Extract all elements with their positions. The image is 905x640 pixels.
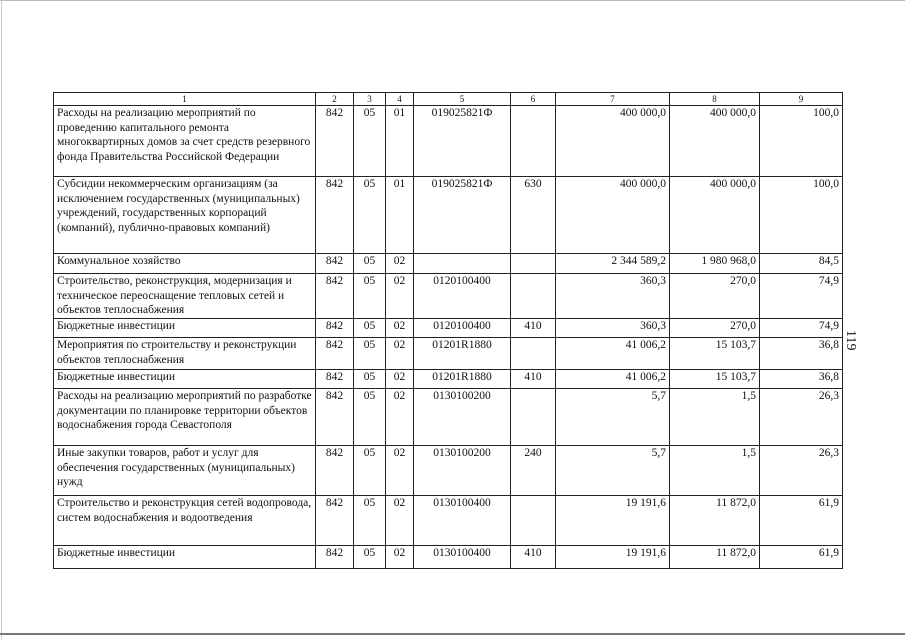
row-planned-amount: 5,7 [556, 389, 670, 446]
row-description: Субсидии некоммерческим организациям (за исключением государственных (муниципальных) учреждений, государственных корпораций (компаний), публично-правовых компаний) [54, 177, 316, 254]
scan-edge-top [0, 0, 905, 1]
row-planned-amount: 400 000,0 [556, 106, 670, 177]
row-actual-amount: 1,5 [670, 389, 760, 446]
row-execution-percent: 26,3 [760, 446, 843, 496]
row-subsection-code: 02 [386, 338, 414, 370]
row-ministry-code: 842 [316, 254, 354, 274]
table-row [54, 319, 843, 338]
row-subsection-code: 02 [386, 446, 414, 496]
row-subsection-code: 02 [386, 254, 414, 274]
column-number: 6 [511, 93, 556, 106]
row-planned-amount: 19 191,6 [556, 546, 670, 569]
table-row [54, 446, 843, 496]
row-actual-amount: 400 000,0 [670, 177, 760, 254]
row-subsection-code: 01 [386, 177, 414, 254]
row-execution-percent: 26,3 [760, 389, 843, 446]
row-description: Бюджетные инвестиции [54, 546, 316, 569]
row-actual-amount: 11 872,0 [670, 496, 760, 546]
row-expense-type [511, 274, 556, 319]
row-planned-amount: 360,3 [556, 319, 670, 338]
column-number: 5 [414, 93, 511, 106]
row-section-code: 05 [354, 446, 386, 496]
row-ministry-code: 842 [316, 274, 354, 319]
row-actual-amount: 11 872,0 [670, 546, 760, 569]
row-subsection-code: 02 [386, 274, 414, 319]
row-section-code: 05 [354, 254, 386, 274]
row-expense-type [511, 496, 556, 546]
row-ministry-code: 842 [316, 389, 354, 446]
row-ministry-code: 842 [316, 319, 354, 338]
row-planned-amount: 19 191,6 [556, 496, 670, 546]
row-execution-percent: 84,5 [760, 254, 843, 274]
row-target-article: 019025821Ф [414, 106, 511, 177]
column-number: 2 [316, 93, 354, 106]
row-description: Бюджетные инвестиции [54, 370, 316, 389]
row-description: Мероприятия по строительству и реконструкции объектов теплоснабжения [54, 338, 316, 370]
column-number: 3 [354, 93, 386, 106]
row-actual-amount: 15 103,7 [670, 338, 760, 370]
row-expense-type [511, 254, 556, 274]
row-target-article: 0130100200 [414, 446, 511, 496]
row-ministry-code: 842 [316, 338, 354, 370]
row-section-code: 05 [354, 389, 386, 446]
column-number: 8 [670, 93, 760, 106]
row-actual-amount: 400 000,0 [670, 106, 760, 177]
row-target-article [414, 254, 511, 274]
row-planned-amount: 400 000,0 [556, 177, 670, 254]
row-execution-percent: 74,9 [760, 274, 843, 319]
column-number: 7 [556, 93, 670, 106]
table-row [54, 274, 843, 319]
row-target-article: 0120100400 [414, 319, 511, 338]
row-subsection-code: 02 [386, 370, 414, 389]
table-row [54, 496, 843, 546]
row-target-article: 0130100200 [414, 389, 511, 446]
row-ministry-code: 842 [316, 546, 354, 569]
row-target-article: 0130100400 [414, 496, 511, 546]
column-number: 1 [54, 93, 316, 106]
row-description: Бюджетные инвестиции [54, 319, 316, 338]
row-subsection-code: 02 [386, 546, 414, 569]
row-planned-amount: 41 006,2 [556, 338, 670, 370]
budget-table [53, 92, 843, 569]
table-row [54, 338, 843, 370]
row-section-code: 05 [354, 338, 386, 370]
page-number: 119 [843, 330, 858, 351]
row-section-code: 05 [354, 370, 386, 389]
row-ministry-code: 842 [316, 370, 354, 389]
row-expense-type: 410 [511, 546, 556, 569]
row-description: Коммунальное хозяйство [54, 254, 316, 274]
row-section-code: 05 [354, 177, 386, 254]
row-actual-amount: 15 103,7 [670, 370, 760, 389]
row-description: Расходы на реализацию мероприятий по проведению капитального ремонта многоквартирных домов за счет средств резервного фонда Правительства Российской Федерации [54, 106, 316, 177]
scan-edge-left [1, 0, 2, 640]
row-target-article: 0130100400 [414, 546, 511, 569]
row-description: Иные закупки товаров, работ и услуг для обеспечения государственных (муниципальных) нужд [54, 446, 316, 496]
table-row [54, 546, 843, 569]
row-execution-percent: 61,9 [760, 496, 843, 546]
row-execution-percent: 36,8 [760, 370, 843, 389]
row-actual-amount: 270,0 [670, 319, 760, 338]
row-planned-amount: 2 344 589,2 [556, 254, 670, 274]
row-execution-percent: 100,0 [760, 106, 843, 177]
row-expense-type [511, 389, 556, 446]
row-ministry-code: 842 [316, 446, 354, 496]
row-section-code: 05 [354, 319, 386, 338]
table-row [54, 370, 843, 389]
row-target-article: 01201R1880 [414, 338, 511, 370]
row-execution-percent: 36,8 [760, 338, 843, 370]
table-row [54, 106, 843, 177]
column-number-row [54, 93, 843, 106]
column-number: 4 [386, 93, 414, 106]
row-actual-amount: 1 980 968,0 [670, 254, 760, 274]
row-section-code: 05 [354, 546, 386, 569]
table-body [54, 106, 843, 569]
row-expense-type: 410 [511, 370, 556, 389]
row-target-article: 0120100400 [414, 274, 511, 319]
row-planned-amount: 360,3 [556, 274, 670, 319]
row-ministry-code: 842 [316, 177, 354, 254]
row-expense-type: 410 [511, 319, 556, 338]
row-actual-amount: 270,0 [670, 274, 760, 319]
row-expense-type [511, 106, 556, 177]
table-row [54, 177, 843, 254]
row-execution-percent: 100,0 [760, 177, 843, 254]
scan-edge-bottom [0, 633, 905, 635]
row-ministry-code: 842 [316, 496, 354, 546]
row-description: Строительство, реконструкция, модернизация и техническое переоснащение тепловых сетей и объектов теплоснабжения [54, 274, 316, 319]
row-section-code: 05 [354, 496, 386, 546]
row-ministry-code: 842 [316, 106, 354, 177]
row-section-code: 05 [354, 274, 386, 319]
table-row [54, 389, 843, 446]
row-subsection-code: 02 [386, 389, 414, 446]
row-planned-amount: 5,7 [556, 446, 670, 496]
row-subsection-code: 02 [386, 319, 414, 338]
row-expense-type: 240 [511, 446, 556, 496]
row-target-article: 019025821Ф [414, 177, 511, 254]
row-subsection-code: 01 [386, 106, 414, 177]
row-description: Расходы на реализацию мероприятий по разработке документации по планировке территории объектов водоснабжения города Севастополя [54, 389, 316, 446]
row-execution-percent: 74,9 [760, 319, 843, 338]
table-row [54, 254, 843, 274]
column-number: 9 [760, 93, 843, 106]
row-planned-amount: 41 006,2 [556, 370, 670, 389]
row-expense-type: 630 [511, 177, 556, 254]
row-actual-amount: 1,5 [670, 446, 760, 496]
row-subsection-code: 02 [386, 496, 414, 546]
row-execution-percent: 61,9 [760, 546, 843, 569]
row-target-article: 01201R1880 [414, 370, 511, 389]
row-section-code: 05 [354, 106, 386, 177]
row-expense-type [511, 338, 556, 370]
row-description: Строительство и реконструкция сетей водопровода, систем водоснабжения и водоотведения [54, 496, 316, 546]
